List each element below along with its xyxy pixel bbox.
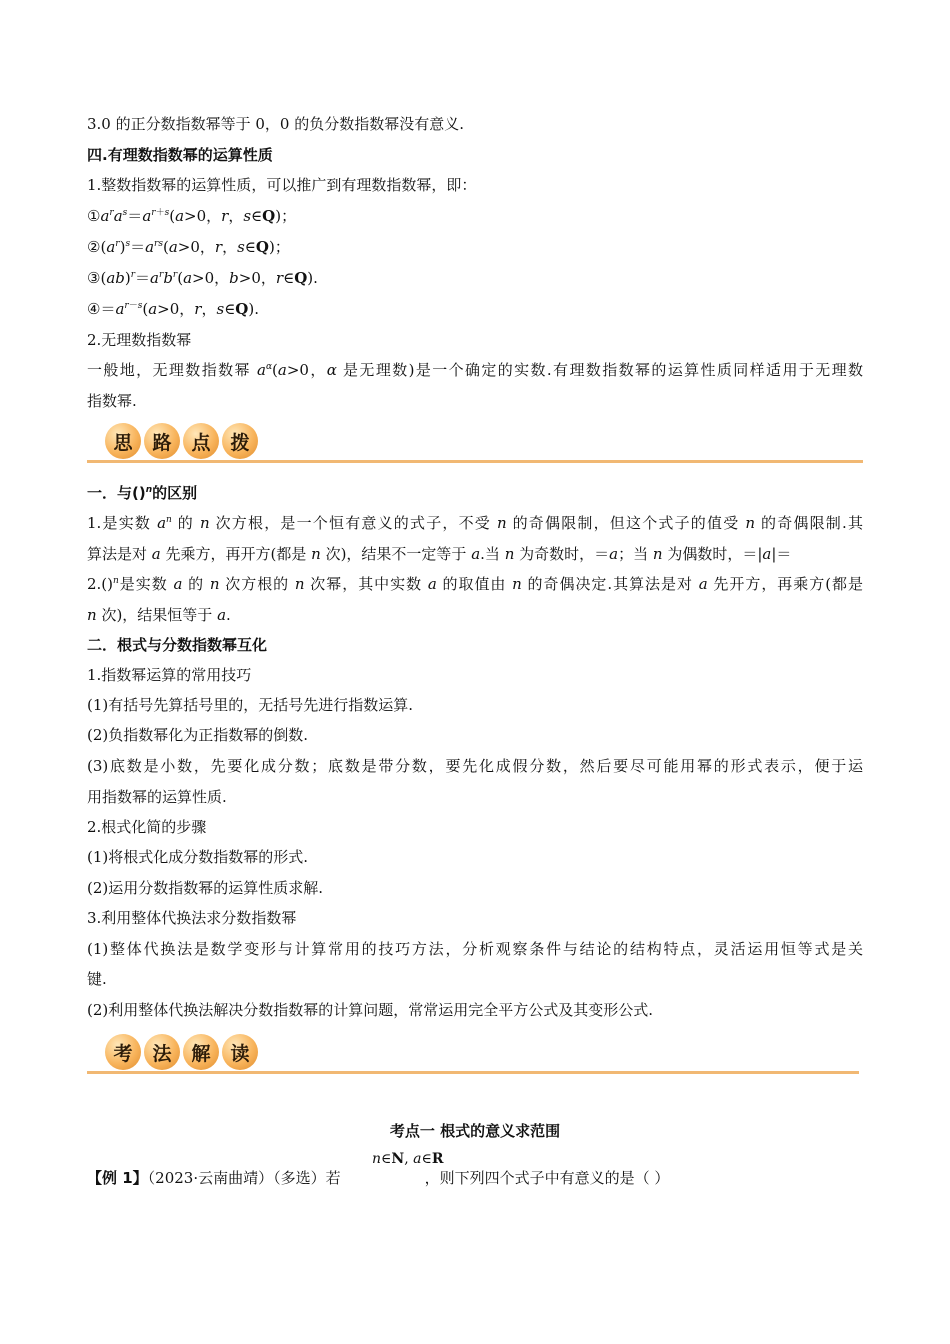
text-line: (1)将根式化成分数指数幂的形式.	[87, 848, 309, 866]
text-line: (2)运用分数指数幂的运算性质求解.	[87, 879, 324, 897]
text-line: 2.根式化简的步骤	[87, 818, 207, 836]
section-heading: 一．与()$^n$的区别	[87, 484, 198, 502]
text-line: (1)整体代换法是数学变形与计算常用的技巧方法，分析观察条件与结论的结构特点，灵活运用恒等式是关	[87, 940, 863, 958]
text-line: 3.利用整体代换法求分数指数幂	[87, 909, 297, 927]
text-line: 2.无理数指数幂	[87, 331, 192, 349]
text-line: 1.整数指数幂的运算性质，可以推广到有理数指数幂，即：	[87, 176, 477, 194]
text-line: n 次)，结果恒等于 a.	[87, 606, 231, 624]
banner-kaofa-jiedu	[87, 1034, 859, 1078]
text-line: 1.指数幂运算的常用技巧	[87, 666, 252, 684]
rule-1: $①a^ra^s=a^{r+s}(a>0$，r，s∈Q)；	[87, 207, 297, 225]
banner-rule	[87, 1071, 859, 1074]
example-source: （2023·云南曲靖）（多选）若	[147, 1169, 341, 1187]
banner-char: 解	[183, 1034, 219, 1070]
example-label: 【例 1】	[87, 1169, 148, 1187]
example-condition: n∈N, a∈R	[372, 1151, 444, 1167]
exam-point-title: 考点一 根式的意义求范围	[389, 1122, 561, 1140]
banner-char: 法	[144, 1034, 180, 1070]
text-line: (2)负指数幂化为正指数幂的倒数.	[87, 726, 309, 744]
rule-4: $④=a^{r-s}(a>0$，r，s∈Q).	[87, 300, 259, 318]
text-line: 用指数幂的运算性质.	[87, 788, 227, 806]
banner-silu-dianbo	[87, 423, 863, 467]
text-line: 一般地，无理数指数幂 $a^\alpha(a>0$，α 是无理数)是一个确定的实数.有理数指数幂的运算性质同样适用于无理数	[87, 361, 863, 379]
text-line: 2.()$^n$是实数 a 的 n 次方根的 n 次幂，其中实数 a 的取值由 n 的奇偶决定.其算法是对 a 先开方，再乘方(都是	[87, 575, 863, 593]
example-question: ，则下列四个式子中有意义的是（ ）	[424, 1169, 670, 1187]
example-1	[87, 1163, 863, 1193]
rule-2: $②(a^r)^s=a^{rs}(a>0$，r，s∈Q)；	[87, 238, 290, 256]
text-line: 算法是对 a 先乘方，再开方(都是 n 次)，结果不一定等于 a.当 n 为奇数时，＝a；当 n 为偶数时，＝|a|＝	[87, 545, 792, 563]
banner-rule	[87, 460, 863, 463]
banner-char: 考	[105, 1034, 141, 1070]
banner-char: 路	[144, 423, 180, 459]
text-line: (2)利用整体代换法解决分数指数幂的计算问题，常常运用完全平方公式及其变形公式.	[87, 1001, 654, 1019]
section-heading: 四.有理数指数幂的运算性质	[87, 146, 273, 164]
banner-char: 点	[183, 423, 219, 459]
banner-char: 读	[222, 1034, 258, 1070]
banner-char: 拨	[222, 423, 258, 459]
section-heading: 二．根式与分数指数幂互化	[87, 636, 268, 654]
banner-char: 思	[105, 423, 141, 459]
text-line: 键.	[87, 970, 107, 988]
text-line: 指数幂.	[87, 392, 137, 410]
text-line: (1)有括号先算括号里的，无括号先进行指数运算.	[87, 696, 414, 714]
text-line: 3.0 的正分数指数幂等于 0，0 的负分数指数幂没有意义.	[87, 115, 465, 133]
text-line: 1.是实数 $a^n$ 的 n 次方根，是一个恒有意义的式子，不受 n 的奇偶限制，但这个式子的值受 n 的奇偶限制.其	[87, 514, 863, 532]
text-line: (3)底数是小数，先要化成分数；底数是带分数，要先化成假分数，然后要尽可能用幂的形式表示，便于运	[87, 757, 863, 775]
rule-3: $③(ab)^r=a^rb^r(a>0$，b>0，r∈Q).	[87, 269, 318, 287]
